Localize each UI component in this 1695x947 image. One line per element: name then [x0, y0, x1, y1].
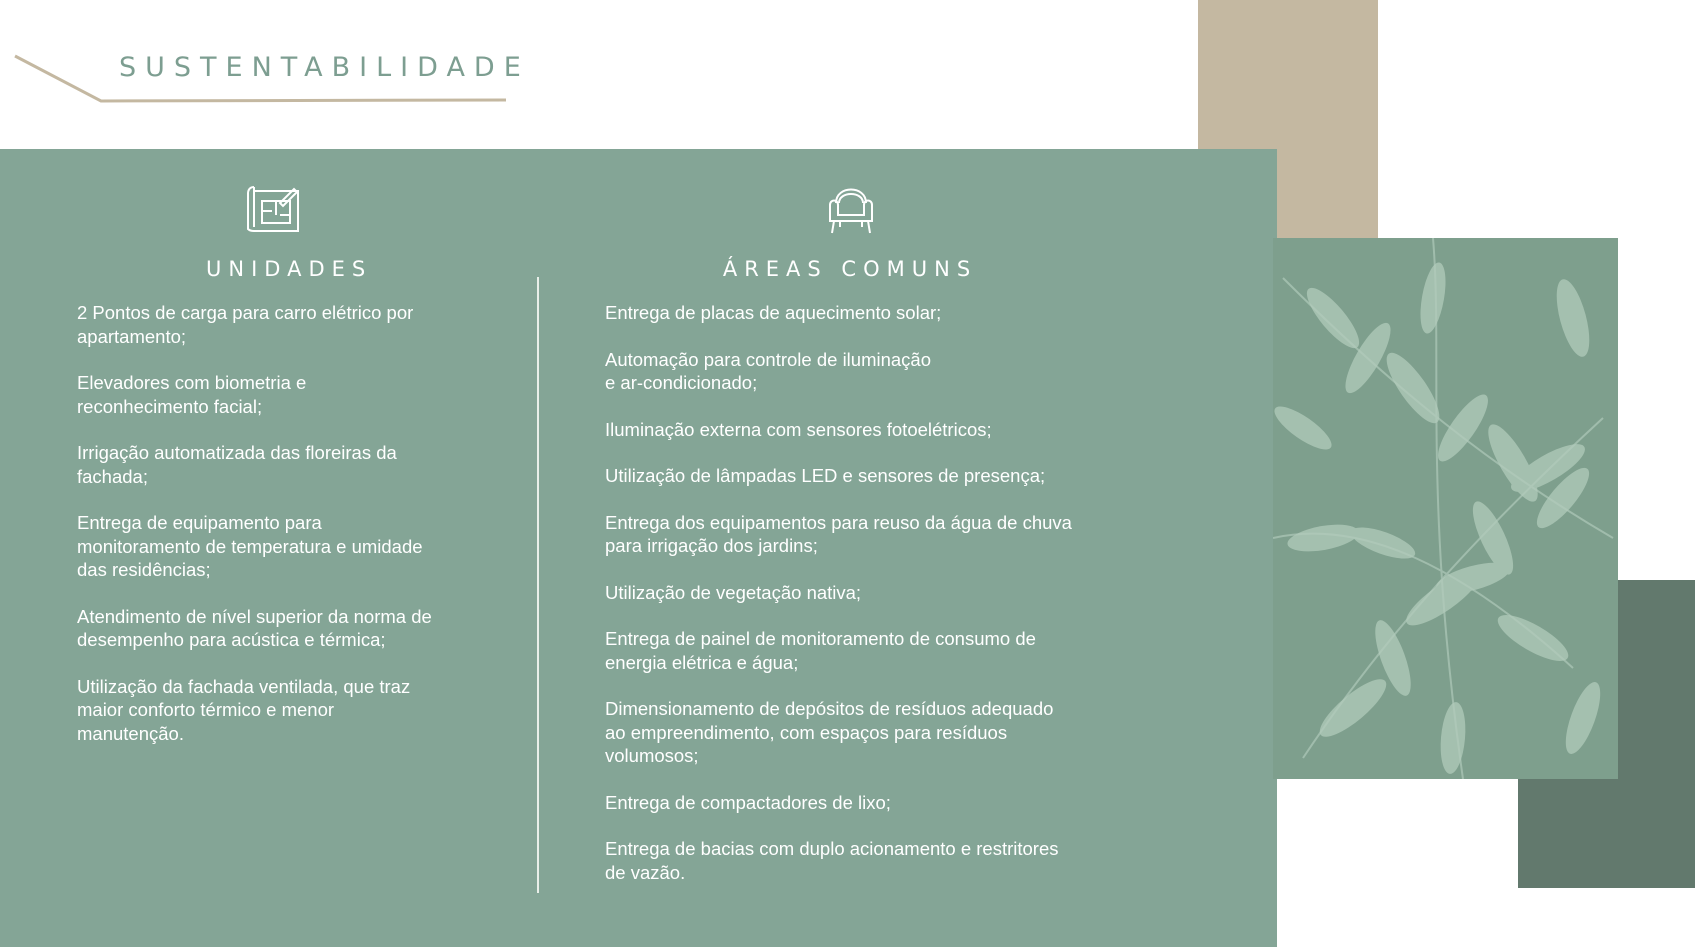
list-item: Irrigação automatizada das floreiras da fachada;	[77, 442, 397, 487]
list-item: Iluminação externa com sensores fotoelétricos;	[605, 418, 992, 440]
list-item: Entrega de equipamento para monitoramento de temperatura e umidade das residências;	[77, 512, 423, 580]
units-heading: UNIDADES	[206, 257, 373, 281]
list-item: Entrega de compactadores de lixo;	[605, 791, 891, 813]
armchair-icon	[826, 181, 876, 235]
list-item: Atendimento de nível superior da norma de desempenho para acústica e térmica;	[77, 605, 432, 650]
leaf-photo	[1273, 238, 1618, 779]
list-item: Entrega de placas de aquecimento solar;	[605, 302, 942, 323]
list-item: Entrega de painel de monitoramento de consumo de energia elétrica e água;	[605, 628, 1036, 673]
common-areas-list	[605, 301, 1165, 907]
blueprint-icon	[246, 183, 302, 233]
units-list	[77, 301, 517, 768]
leaf-illustration	[1273, 238, 1618, 779]
list-item: Automação para controle de iluminação e ar-condicionado;	[605, 348, 931, 393]
list-item: Entrega de bacias com duplo acionamento e restritores de vazão.	[605, 838, 1059, 883]
list-item: Utilização de lâmpadas LED e sensores de presença;	[605, 465, 1046, 486]
list-item: 2 Pontos de carga para carro elétrico por apartamento;	[77, 302, 414, 347]
column-divider	[537, 277, 539, 893]
list-item: Utilização de vegetação nativa;	[605, 581, 862, 603]
page-title: SUSTENTABILIDADE	[119, 52, 530, 83]
list-item: Entrega dos equipamentos para reuso da água de chuva para irrigação dos jardins;	[605, 511, 1072, 556]
common-areas-heading: ÁREAS COMUNS	[722, 257, 978, 281]
list-item: Dimensionamento de depósitos de resíduos adequado ao empreendimento, com espaços para resíduos volumosos;	[605, 698, 1054, 766]
list-item: Utilização da fachada ventilada, que traz maior conforto térmico e menor manutenção.	[77, 675, 411, 744]
list-item: Elevadores com biometria e reconhecimento facial;	[77, 372, 307, 417]
